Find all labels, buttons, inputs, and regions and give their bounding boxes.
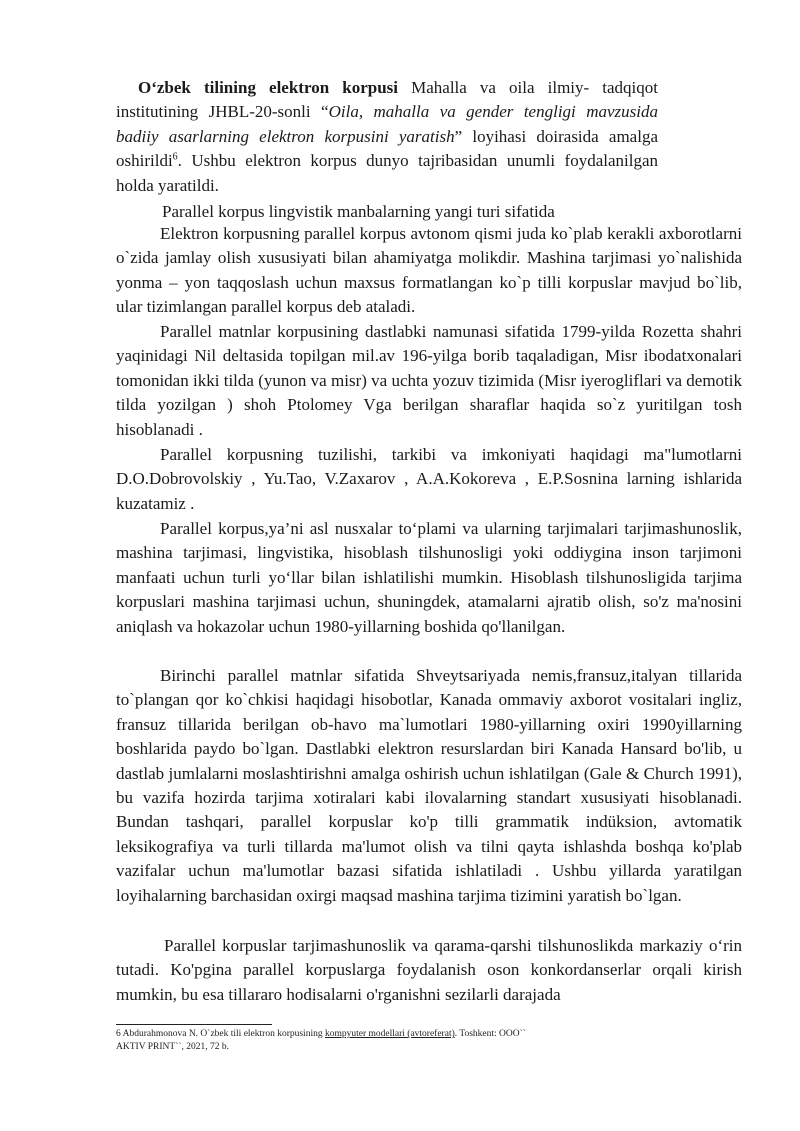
- footnote-text-b: . Toshkent: OOO``: [454, 1029, 526, 1039]
- paragraph-5: Parallel korpus,ya’ni asl nusxalar to‘plami va ularning tarjimalari tarjimashunoslik, mashina tarjimasi, lingvistika, hisoblash tilshunosligi yoki oddiygina inson tarjimoni manfaati uchun turli yo‘llar bilan ishlatilishi mumkin. Hisoblash tilshunosligida tarjima korpuslari mashina tarjimasi uchun, shuningdek, atamalarni ajratib olish, so'z ma'nosini aniqlash va hokazolar uchun 1980-yillarning boshida qo'llanilgan.: [116, 519, 742, 636]
- section-heading: Parallel korpus lingvistik manbalarning yangi turi sifatida: [162, 202, 555, 221]
- paragraph-3: Parallel matnlar korpusining dastlabki namunasi sifatida 1799-yilda Rozetta shahri yaqinidagi Nil deltasida topilgan mil.av 196-yilga borib taqaladigan, Misr ibodatxonalari tomonidan ikki tilda (yunon va misr) va uchta yozuv tizimida (Misr iyerogliflari va demotik tilda yozilgan ) shoh Ptolomey Vga berilgan sharaflar haqida so`z yuritilgan tosh hisoblanadi .: [116, 322, 742, 439]
- paragraph-7: Parallel korpuslar tarjimashunoslik va qarama-qarshi tilshunoslikda markaziy o‘rin tutadi. Ko'pgina parallel korpuslarga foydalanish oson konkordanserlar orqali kirish mumkin, bu esa tillararo hodisalarni o'rganishni sezilarli darajada: [116, 936, 742, 1004]
- footnote-text-a: 6 Abdurahmonova N. O`zbek tili elektron korpusining: [116, 1029, 325, 1039]
- paragraph-2: Elektron korpusning parallel korpus avtonom qismi juda ko`plab kerakli axborotlarni o`zida jamlay olish xususiyati bilan ahamiyatga molikdir. Mashina tarjimasi yo`nalishida yonma – yon taqqoslash uchun maxsus formatlangan ko`p tilli korpuslar mavjud bo`lib, ular tizimlangan parallel korpus deb ataladi.: [116, 224, 742, 317]
- project-title: Oila, mahalla va gender tengligi mavzusida badiiy asarlarning elektron korpusini yaratish: [116, 102, 658, 146]
- paragraph-1-bold-lead: O‘zbek tilining elektron korpusi: [138, 78, 399, 97]
- footnote-reference[interactable]: 6: [172, 151, 178, 163]
- paragraph-1-text-a: Mahalla va oila ilmiy- tadqiqot institutining JHBL-20-sonli “: [116, 78, 658, 122]
- footnote-divider: [116, 1024, 272, 1025]
- paragraph-1: [116, 76, 658, 198]
- paragraph-6: Birinchi parallel matnlar sifatida Shveytsariyada nemis,fransuz,italyan tillarida to`plangan qor ko`chkisi haqidagi hisobotlar, Kanada ommaviy axborot vositalari ingliz, fransuz tillarida berilgan ob-havo ma`lumotlari 1980-yillarning oxiri 1990yillarning boshlarida paydo bo`lgan. Dastlabki elektron resurslardan biri Kanada Hansard bo'lib, u dastlab jumlalarni moslashtirishni amalga oshirish uchun ishlatilgan (Gale & Church 1991), bu vazifa hozirda tarjima xotiralari kabi ilovalarning standart xususiyati hisoblanadi. Bundan tashqari, parallel korpuslar ko'p tilli grammatik indüksion, avtomatik leksikografiya va turli tillarda ma'lumot olish va tilni qayta ishlashda boshqa ko'plab vazifalar uchun ma'lumotlar bazasi sifatida ishlatiladi . Ushbu yillarda yaratilgan loyihalarning barchasidan oxirgi maqsad mashina tarjima tizimini yaratish bo`lgan.: [116, 666, 742, 905]
- footnote-line-2: AKTIV PRINT``, 2021, 72 b.: [116, 1041, 230, 1052]
- footnote: [116, 1028, 616, 1053]
- paragraph-1-text-c: . Ushbu elektron korpus dunyo tajribasidan unumli foydalanilgan holda yaratildi.: [116, 151, 658, 195]
- paragraph-1-text-b: ” loyihasi doirasida amalga oshirildi: [116, 126, 658, 171]
- paragraph-4: Parallel korpusning tuzilishi, tarkibi va imkoniyati haqidagi ma"lumotlarni D.O.Dobrovolskiy , Yu.Tao, V.Zaxarov , A.A.Kokoreva , E.P.Sosnina larning ishlarida kuzatamiz .: [116, 445, 742, 513]
- footnote-underlined-title: kompyuter modellari (avtoreferat): [324, 1029, 455, 1039]
